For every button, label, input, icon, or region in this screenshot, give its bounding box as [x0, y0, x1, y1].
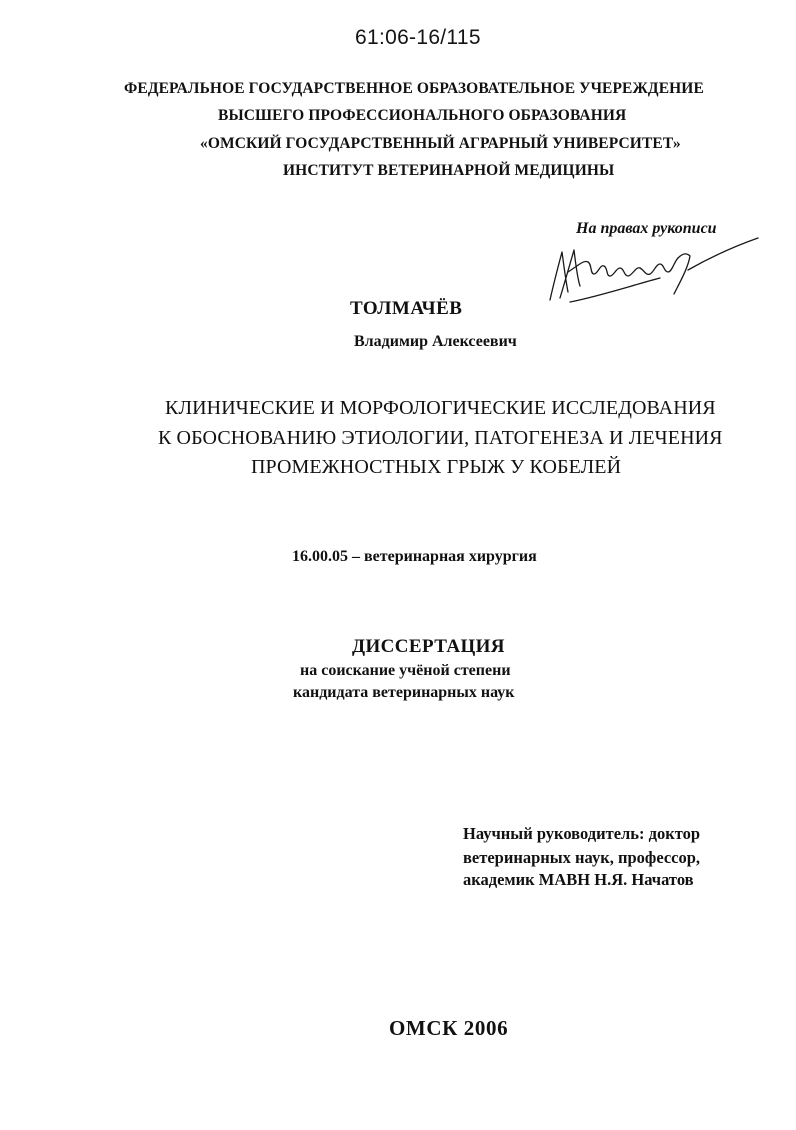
advisor-line-2: ветеринарных наук, профессор, — [463, 848, 701, 867]
manuscript-status: На правах рукописи — [576, 220, 717, 237]
title-line-3: ПРОМЕЖНОСТНЫХ ГРЫЖ У КОБЕЛЕЙ — [251, 456, 622, 478]
title-line-1: КЛИНИЧЕСКИЕ И МОРФОЛОГИЧЕСКИЕ ИССЛЕДОВАНИЯ — [165, 397, 716, 419]
author-given-names: Владимир Алексеевич — [354, 333, 517, 350]
institution-line-4: ИНСТИТУТ ВЕТЕРИНАРНОЙ МЕДИЦИНЫ — [283, 162, 615, 179]
author-surname: ТОЛМАЧЁВ — [350, 298, 463, 319]
institution-line-1: ФЕДЕРАЛЬНОЕ ГОСУДАРСТВЕННОЕ ОБРАЗОВАТЕЛЬНОЕ УЧЕРЕЖДЕНИЕ — [124, 80, 704, 97]
advisor-line-3: академик МАВН Н.Я. Начатов — [463, 870, 694, 889]
document-type: ДИССЕРТАЦИЯ — [352, 636, 505, 657]
city-year: ОМСК 2006 — [389, 1016, 509, 1040]
advisor-line-1: Научный руководитель: доктор — [463, 824, 701, 843]
title-line-2: К ОБОСНОВАНИЮ ЭТИОЛОГИИ, ПАТОГЕНЕЗА И ЛЕЧЕНИЯ — [158, 427, 723, 449]
degree-line-1: на соискание учёной степени — [300, 662, 511, 679]
institution-line-3: «ОМСКИЙ ГОСУДАРСТВЕННЫЙ АГРАРНЫЙ УНИВЕРСИТЕТ» — [200, 135, 681, 152]
specialty-code: 16.00.05 – ветеринарная хирургия — [292, 548, 537, 565]
degree-line-2: кандидата ветеринарных наук — [293, 684, 515, 701]
signature-image — [540, 212, 765, 312]
archive-code: 61:06-16/115 — [355, 26, 481, 49]
institution-line-2: ВЫСШЕГО ПРОФЕССИОНАЛЬНОГО ОБРАЗОВАНИЯ — [218, 107, 627, 124]
